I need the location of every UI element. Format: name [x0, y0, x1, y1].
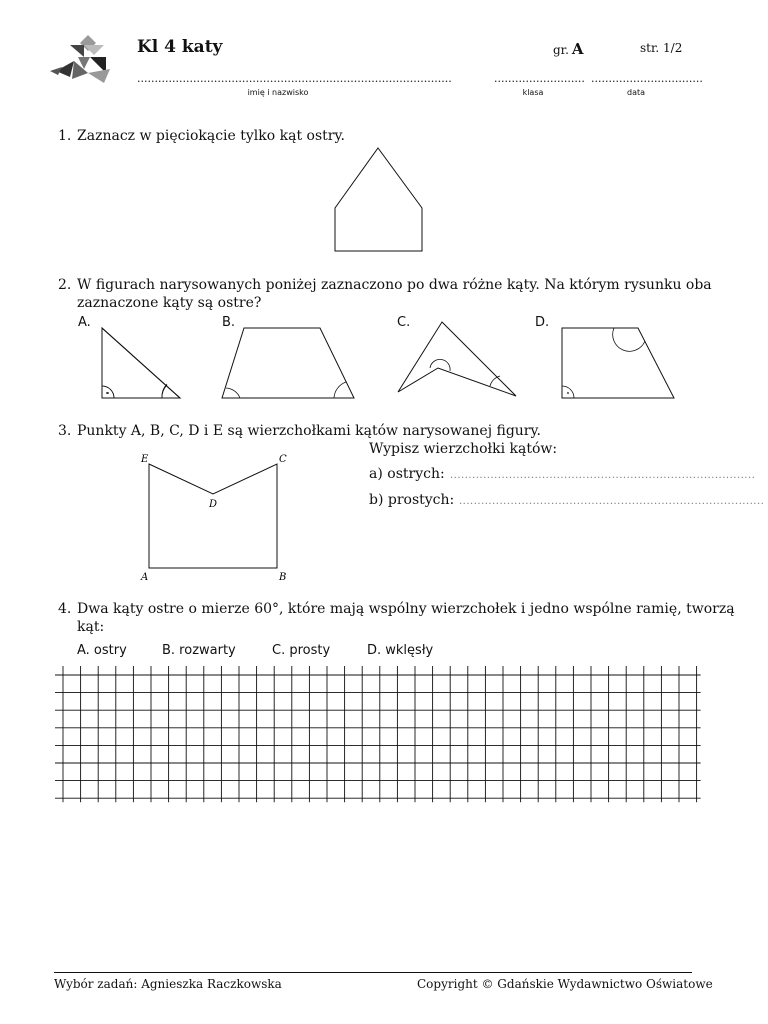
answer-grid[interactable]: [55, 666, 697, 806]
figure-label-b: B.: [222, 315, 236, 330]
class-label: klasa: [522, 88, 544, 97]
option-b[interactable]: B. rozwarty: [162, 643, 236, 658]
question-number: 2.: [58, 277, 72, 293]
question-text: Punkty A, B, C, D i E są wierzchołkami kątów narysowanej figury.: [77, 423, 541, 439]
figure-b-drawing: [220, 326, 360, 400]
footer-author: Wybór zadań: Agnieszka Raczkowska: [54, 977, 282, 991]
vertex-b: B: [279, 572, 287, 583]
question-text: Zaznacz w pięciokącie tylko kąt ostry.: [77, 128, 345, 144]
question-text-line1: Dwa kąty ostre o mierze 60°, które mają wspólny wierzchołek i jedno wspólne ramię, tworzą: [77, 601, 735, 617]
q3-right-label: b) prostych:: [369, 492, 455, 508]
date-label: data: [626, 88, 646, 97]
vertex-e: E: [141, 454, 149, 465]
q3-acute-answer[interactable]: ...................................................................................: [450, 470, 756, 481]
q3-right-answer[interactable]: ...................................................................................: [459, 496, 765, 507]
pentagon-figure[interactable]: [330, 144, 430, 256]
q3-acute-label: a) ostrych:: [369, 466, 445, 482]
group-prefix: gr.: [553, 43, 569, 57]
figure-label-d: D.: [535, 315, 550, 330]
question-2: [58, 276, 712, 316]
figure-label-c: C.: [397, 315, 411, 330]
worksheet-title: Kl 4 katy: [137, 37, 223, 57]
option-a[interactable]: A. ostry: [77, 643, 127, 658]
date-field[interactable]: ................................: [591, 72, 703, 85]
figure-d-drawing: [560, 326, 680, 400]
question-number: 3.: [58, 423, 72, 439]
group-letter: A: [571, 40, 584, 58]
question-number: 4.: [58, 601, 72, 617]
question-text-line2: kąt:: [77, 619, 105, 635]
option-d[interactable]: D. wklęsły: [367, 643, 434, 658]
figure-a-drawing: [100, 326, 184, 400]
class-field[interactable]: ..........................: [494, 72, 585, 85]
question-4: [58, 600, 735, 640]
option-c[interactable]: C. prosty: [272, 643, 331, 658]
q3-instruction: Wypisz wierzchołki kątów:: [369, 441, 558, 457]
figure-label-a: A.: [78, 315, 91, 330]
publisher-logo: [48, 33, 114, 89]
group-indicator: [553, 40, 584, 58]
figure-q3: [135, 450, 295, 586]
name-field[interactable]: ..........................................................................................: [137, 72, 452, 85]
page-number: str. 1/2: [640, 41, 683, 55]
footer-copyright: Copyright © Gdańskie Wydawnictwo Oświatowe: [417, 977, 713, 991]
vertex-d: D: [209, 499, 218, 510]
vertex-c: C: [279, 454, 287, 465]
footer-rule: [54, 972, 692, 973]
question-text-line1: W figurach narysowanych poniżej zaznaczono po dwa różne kąty. Na którym rysunku oba: [77, 277, 712, 293]
question-number: 1.: [58, 128, 72, 144]
vertex-a: A: [141, 572, 149, 583]
question-text-line2: zaznaczone kąty są ostre?: [77, 295, 262, 311]
figure-c-drawing: [394, 320, 520, 400]
name-label: imię i nazwisko: [247, 88, 309, 97]
